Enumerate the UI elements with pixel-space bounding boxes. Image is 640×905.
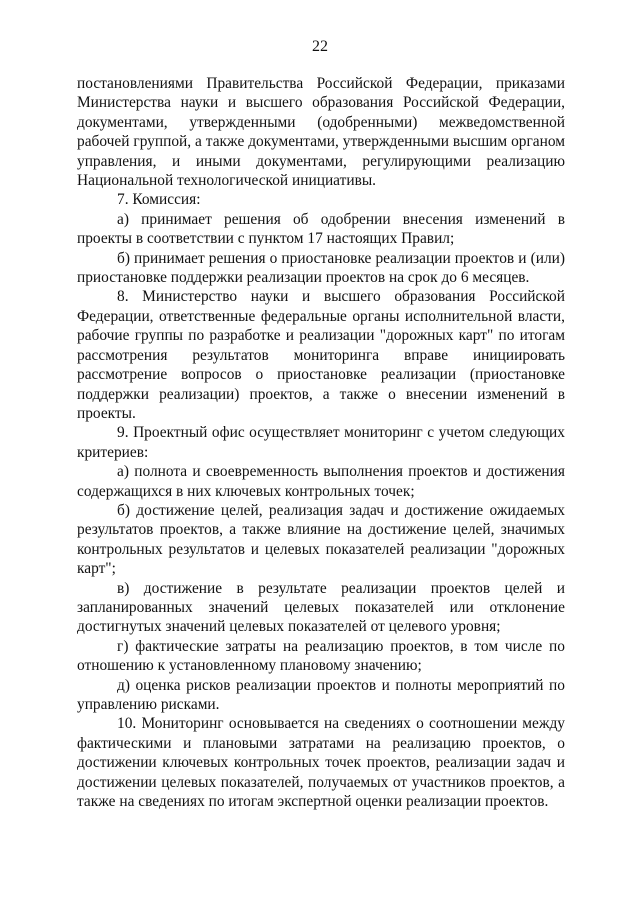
paragraph-item-9: 9. Проектный офис осуществляет мониторинг с учетом следующих критериев: [77, 424, 565, 461]
page-number: 22 [312, 38, 328, 55]
paragraph-item-9d: д) оценка рисков реализации проектов и полноты мероприятий по управлению рисками. [77, 676, 565, 713]
paragraph-item-7b: б) принимает решения о приостановке реализации проектов и (или) приостановке поддержки реализации проектов на срок до 6 месяцев. [77, 249, 565, 287]
paragraph-item-9a: а) полнота и своевременность выполнения проектов и достижения содержащихся в них ключевых контрольных точек; [77, 463, 565, 500]
paragraph-item-7: 7. Комиссия: [117, 191, 201, 209]
paragraph-item-7a: а) принимает решения об одобрении внесения изменений в проекты в соответствии с пунктом 17 настоящих Правил; [77, 210, 565, 248]
paragraph-item-9b: б) достижение целей, реализация задач и достижение ожидаемых результатов проектов, а также влияние на достижение целей, значимых контрольных результатов и целевых показателей реализации "дорожных карт"; [77, 501, 565, 578]
paragraph-item-9v: в) достижение в результате реализации проектов целей и запланированных значений целевых показателей или отклонение достигнутых значений целевых показателей от целевого уровня; [77, 579, 565, 636]
document-body [77, 74, 565, 811]
paragraph-item-10: 10. Мониторинг основывается на сведениях о соотношении между фактическими и плановыми затратами на реализацию проектов, о достижении ключевых контрольных точек проектов, реализации задач и достижении целевых показателей, получаемых от участников проектов, а также на сведениях по итогам экспертной оценки реализации проектов. [77, 715, 565, 811]
paragraph-continuation: постановлениями Правительства Российской Федерации, приказами Министерства науки и высшего образования Российской Федерации, документами, утвержденными (одобренными) межведомственной рабочей группой, а также документами, утвержденными высшим органом управления, и иными документами, регулирующими реализацию Национальной технологической инициативы. [77, 75, 565, 190]
paragraph-item-9g: г) фактические затраты на реализацию проектов, в том числе по отношению к установленному плановому значению; [77, 637, 565, 675]
paragraph-item-8: 8. Министерство науки и высшего образования Российской Федерации, ответственные федеральные органы исполнительной власти, рабочие группы по разработке и реализации "дорожных карт" по итогам рассмотрения результатов мониторинга вправе инициировать рассмотрение вопросов о приостановке реализации (приостановке поддержки реализации) проектов, а также о внесении изменений в проекты. [77, 288, 565, 422]
